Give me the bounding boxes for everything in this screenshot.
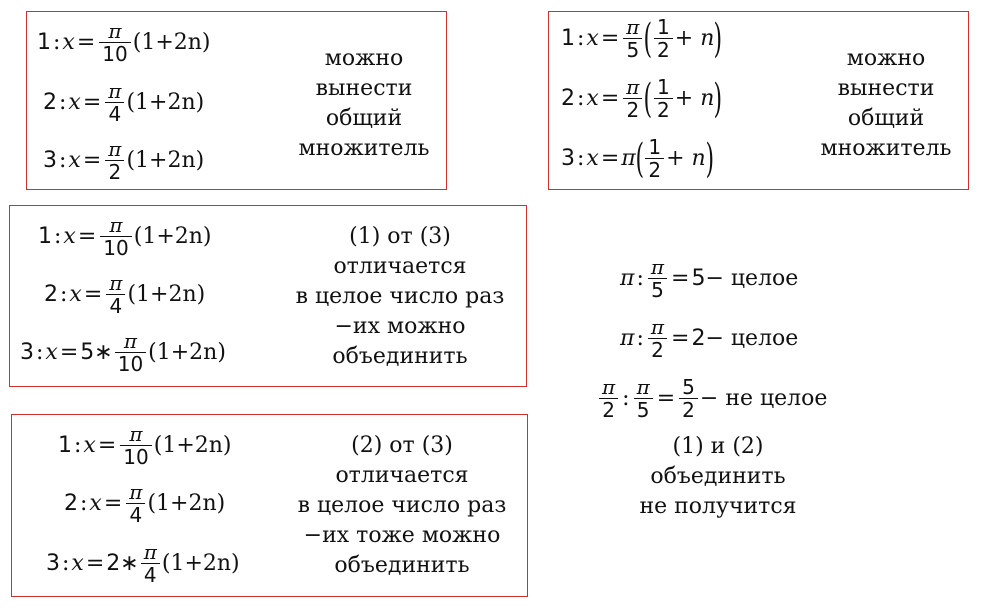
formula-tail: (1+2n) bbox=[132, 29, 211, 55]
formula-tail: + n bbox=[674, 85, 715, 111]
ratio-comment: − целое bbox=[705, 266, 799, 291]
note-line: общий bbox=[325, 106, 403, 131]
box-common-factor-1 bbox=[26, 11, 447, 190]
formula-label: 2 bbox=[43, 89, 57, 115]
note-line: (1) и (2) bbox=[672, 434, 764, 459]
fraction-numerator: π bbox=[108, 79, 122, 103]
fraction-denominator: 2 bbox=[599, 398, 618, 421]
fraction-denominator: 5 bbox=[648, 278, 667, 301]
fraction-denominator: 2 bbox=[105, 160, 124, 183]
formula-row-3: 3 : x = 5∗ $\frac{\pi}{10}$ (1+2n) bbox=[20, 329, 226, 376]
fraction-numerator: π bbox=[129, 422, 143, 446]
formula-label: 3 bbox=[43, 147, 57, 173]
box-note bbox=[811, 44, 961, 164]
formula-tail: (1+2n) bbox=[127, 281, 206, 307]
note-line: можно bbox=[324, 46, 404, 71]
fraction-numerator: 1 bbox=[648, 135, 662, 159]
fraction-numerator: π bbox=[108, 19, 122, 43]
fraction-numerator: π bbox=[143, 540, 157, 564]
ratio-left: π bbox=[620, 326, 635, 351]
formula-row-3: 3 : x = 2∗ $\frac{\pi}{4}$ (1+2n) bbox=[46, 540, 240, 587]
pi-symbol: π bbox=[621, 145, 636, 171]
note-line: (1) от (3) bbox=[349, 224, 451, 249]
box-common-factor-2 bbox=[548, 11, 969, 190]
box-note bbox=[289, 44, 439, 164]
fraction-numerator: π bbox=[108, 137, 122, 161]
fraction-denominator: 2 bbox=[679, 398, 698, 421]
note-line: в целое число раз bbox=[297, 493, 507, 518]
fraction-denominator: 2 bbox=[648, 338, 667, 361]
box-combine-2-3 bbox=[11, 414, 528, 597]
fraction-numerator: π bbox=[602, 375, 616, 399]
fraction-numerator: 1 bbox=[657, 75, 670, 99]
formula-row-2: 2 : x = $\frac{\pi}{2}$ ( $\frac{1}{2}$ + n ) bbox=[561, 75, 723, 122]
box-combine-1-3 bbox=[9, 205, 527, 387]
fraction-numerator: π bbox=[109, 271, 123, 295]
fraction-numerator: 1 bbox=[657, 15, 670, 39]
formula-label: 3 bbox=[46, 550, 60, 576]
formula-tail: (1+2n) bbox=[148, 339, 226, 365]
formula-row-1: 1 : x = $\frac{\pi}{10}$ (1+2n) bbox=[58, 422, 232, 469]
formula-label: 2 bbox=[64, 490, 78, 516]
note-line: (2) от (3) bbox=[351, 433, 453, 458]
fraction-numerator: π bbox=[636, 375, 650, 399]
fraction-denominator: 4 bbox=[126, 503, 145, 526]
note-line: множитель bbox=[298, 136, 430, 161]
formula-row-3: 3 : x = π ( $\frac{1}{2}$ + n ) bbox=[561, 135, 714, 182]
note-line: объединить bbox=[650, 464, 786, 489]
ratio-comment: − целое bbox=[705, 326, 799, 351]
note-line: отличается bbox=[335, 463, 469, 488]
fraction-numerator: π bbox=[650, 255, 665, 279]
fraction-numerator: π bbox=[123, 329, 138, 353]
note-line: вынести bbox=[837, 76, 935, 101]
fraction-denominator: 5 bbox=[634, 398, 653, 421]
fraction-denominator: 2 bbox=[654, 38, 673, 61]
formula-label: 3 bbox=[20, 339, 34, 365]
note-line: множитель bbox=[820, 136, 952, 161]
note-line: −их тоже можно bbox=[303, 523, 501, 548]
formula-row-2: 2 : x = $\frac{\pi}{4}$ (1+2n) bbox=[44, 271, 206, 318]
formula-label: 2 bbox=[44, 281, 58, 307]
note-line: вынести bbox=[315, 76, 413, 101]
note-line: в целое число раз bbox=[295, 284, 505, 309]
formula-label: 1 bbox=[37, 29, 51, 55]
conclusion-note bbox=[608, 432, 828, 522]
fraction-denominator: 10 bbox=[120, 445, 151, 468]
formula-row-2: 2 : x = $\frac{\pi}{4}$ (1+2n) bbox=[64, 480, 226, 527]
fraction-numerator: π bbox=[626, 75, 640, 99]
formula-tail: + n bbox=[674, 25, 715, 51]
formula-row-2: 2 : x = $\frac{\pi}{4}$ (1+2n) bbox=[43, 79, 205, 126]
box-note bbox=[282, 222, 518, 372]
formula-tail: + n bbox=[666, 145, 706, 171]
ratio-row-3: $\frac{\pi}{2}$ : $\frac{\pi}{5}$ = $\frac{5}{2}$ − не целое bbox=[597, 376, 827, 421]
fraction-denominator: 4 bbox=[105, 102, 124, 125]
fraction-denominator: 10 bbox=[115, 352, 146, 375]
formula-row-3: 3 : x = $\frac{\pi}{2}$ (1+2n) bbox=[43, 137, 205, 184]
ratio-row-1: π : $\frac{\pi}{5}$ = 5 − целое bbox=[620, 255, 799, 302]
fraction-denominator: 4 bbox=[141, 563, 160, 586]
formula-label: 1 bbox=[38, 223, 52, 249]
formula-tail: (1+2n) bbox=[147, 490, 226, 516]
ratio-result: 5 bbox=[691, 266, 706, 291]
formula-tail: (1+2n) bbox=[126, 89, 205, 115]
fraction-denominator: 4 bbox=[106, 294, 125, 317]
fraction-denominator: 5 bbox=[623, 38, 642, 61]
formula-label: 1 bbox=[58, 432, 72, 458]
note-line: объединить bbox=[334, 553, 470, 578]
formula-coefficient: 5∗ bbox=[80, 339, 113, 365]
formula-tail: (1+2n) bbox=[161, 550, 240, 576]
ratio-left: π bbox=[620, 266, 635, 291]
formula-tail: (1+2n) bbox=[153, 432, 232, 458]
ratio-comment: − не целое bbox=[699, 386, 828, 411]
fraction-numerator: 5 bbox=[682, 375, 695, 399]
fraction-numerator: π bbox=[626, 15, 640, 39]
note-line: не получится bbox=[639, 494, 797, 519]
formula-row-1: 1 : x = $\frac{\pi}{10}$ (1+2n) bbox=[37, 19, 211, 66]
ratio-result: 2 bbox=[691, 326, 706, 351]
fraction-denominator: 10 bbox=[100, 236, 131, 259]
formula-label: 3 bbox=[561, 145, 575, 171]
note-line: −их можно bbox=[334, 314, 466, 339]
formula-tail: (1+2n) bbox=[126, 147, 205, 173]
box-note bbox=[284, 431, 520, 581]
note-line: можно bbox=[846, 46, 926, 71]
note-line: объединить bbox=[332, 344, 468, 369]
formula-coefficient: 2∗ bbox=[106, 550, 139, 576]
fraction-denominator: 2 bbox=[645, 158, 664, 181]
formula-row-1: 1 : x = $\frac{\pi}{5}$ ( $\frac{1}{2}$ + n ) bbox=[561, 15, 723, 62]
fraction-numerator: π bbox=[129, 480, 143, 504]
fraction-numerator: π bbox=[109, 213, 123, 237]
fraction-denominator: 2 bbox=[623, 98, 642, 121]
formula-label: 2 bbox=[561, 85, 575, 111]
fraction-denominator: 10 bbox=[99, 42, 130, 65]
note-line: отличается bbox=[333, 254, 467, 279]
formula-label: 1 bbox=[561, 25, 575, 51]
formula-tail: (1+2n) bbox=[133, 223, 212, 249]
note-line: общий bbox=[847, 106, 925, 131]
ratio-row-2: π : $\frac{\pi}{2}$ = 2 − целое bbox=[620, 315, 799, 362]
fraction-denominator: 2 bbox=[654, 98, 673, 121]
formula-row-1: 1 : x = $\frac{\pi}{10}$ (1+2n) bbox=[38, 213, 212, 260]
fraction-numerator: π bbox=[650, 315, 665, 339]
